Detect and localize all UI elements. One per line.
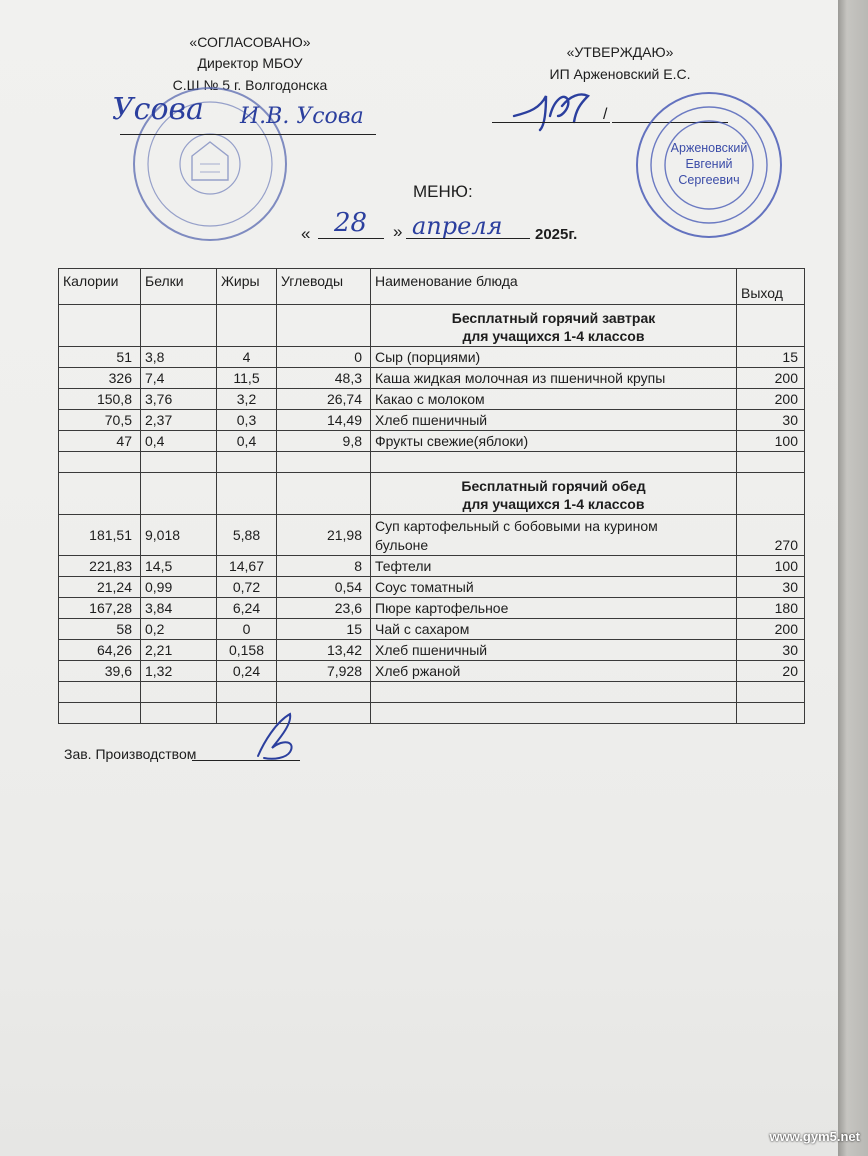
cell-carbs xyxy=(277,682,371,703)
production-manager-signature xyxy=(250,708,310,764)
approved-label: «СОГЛАСОВАНО» xyxy=(189,34,311,50)
school-name: С.Ш № 5 г. Волгодонска xyxy=(172,77,328,93)
table-header-row xyxy=(59,269,805,305)
section-row xyxy=(59,305,805,347)
lunch-title xyxy=(371,473,737,515)
director-title: Директор МБОУ xyxy=(197,55,303,71)
cell-fat: 0,3 xyxy=(217,410,277,431)
director-signature-name: И.В. Усова xyxy=(240,104,364,129)
table-row xyxy=(59,598,805,619)
column-header: Жиры xyxy=(217,269,277,305)
cell-output: 30 xyxy=(737,410,805,431)
cell-protein: 3,76 xyxy=(141,389,217,410)
cell-fat: 0,158 xyxy=(217,640,277,661)
cell-protein: 14,5 xyxy=(141,556,217,577)
lunch-title-line1: Бесплатный горячий обед xyxy=(461,478,646,494)
cell-fat: 0 xyxy=(217,619,277,640)
cell-protein: 1,32 xyxy=(141,661,217,682)
entrepreneur-signature-line xyxy=(492,122,610,123)
column-header: Наименование блюда xyxy=(371,269,737,305)
approve-label: «УТВЕРЖДАЮ» xyxy=(566,44,674,60)
cell-carbs: 8 xyxy=(277,556,371,577)
director-signature-line xyxy=(120,134,376,135)
table-row xyxy=(59,515,805,556)
table-row xyxy=(59,577,805,598)
cell-protein xyxy=(141,682,217,703)
cell-fat: 14,67 xyxy=(217,556,277,577)
cell-fat: 11,5 xyxy=(217,368,277,389)
cell-kcal: 21,24 xyxy=(59,577,141,598)
cell-kcal: 39,6 xyxy=(59,661,141,682)
desk-background xyxy=(838,0,868,1156)
date-month: апреля xyxy=(412,212,503,240)
cell-output: 100 xyxy=(737,431,805,452)
cell-carbs: 21,98 xyxy=(277,515,371,556)
cell-output xyxy=(737,682,805,703)
cell-protein: 2,21 xyxy=(141,640,217,661)
cell-carbs: 0 xyxy=(277,347,371,368)
breakfast-title xyxy=(371,305,737,347)
cell-fat: 0,4 xyxy=(217,431,277,452)
cell-carbs: 15 xyxy=(277,619,371,640)
cell-fat: 5,88 xyxy=(217,515,277,556)
table-row xyxy=(59,410,805,431)
stamp-owner-text: Арженовский Евгений Сергеевич xyxy=(670,141,748,187)
cell-fat: 4 xyxy=(217,347,277,368)
cell-protein: 7,4 xyxy=(141,368,217,389)
cell-kcal: 47 xyxy=(59,431,141,452)
breakfast-title-line2: для учащихся 1-4 классов xyxy=(462,328,645,344)
cell-protein: 0,4 xyxy=(141,431,217,452)
cell-dish xyxy=(371,515,737,556)
cell-dish: Какао с молоком xyxy=(371,389,737,410)
cell-kcal: 221,83 xyxy=(59,556,141,577)
table-row xyxy=(59,368,805,389)
dish-name-line2: бульоне xyxy=(375,537,429,553)
cell-kcal: 58 xyxy=(59,619,141,640)
cell-dish xyxy=(371,682,737,703)
cell-output: 200 xyxy=(737,389,805,410)
cell-protein: 0,99 xyxy=(141,577,217,598)
table-row xyxy=(59,661,805,682)
breakfast-title-line1: Бесплатный горячий завтрак xyxy=(451,310,656,326)
date-month-line xyxy=(406,238,530,239)
cell-kcal: 70,5 xyxy=(59,410,141,431)
cell-protein: 2,37 xyxy=(141,410,217,431)
cell-carbs: 48,3 xyxy=(277,368,371,389)
cell-dish: Соус томатный xyxy=(371,577,737,598)
table-row xyxy=(59,389,805,410)
cell-carbs: 13,42 xyxy=(277,640,371,661)
lunch-title-line2: для учащихся 1-4 классов xyxy=(462,496,645,512)
cell-kcal xyxy=(59,682,141,703)
cell-carbs: 23,6 xyxy=(277,598,371,619)
table-row xyxy=(59,682,805,703)
cell-output: 270 xyxy=(737,515,805,556)
column-header: Углеводы xyxy=(277,269,371,305)
date-day: 28 xyxy=(334,208,368,238)
cell-dish: Хлеб пшеничный xyxy=(371,410,737,431)
cell-dish: Тефтели xyxy=(371,556,737,577)
cell-dish: Пюре картофельное xyxy=(371,598,737,619)
table-row xyxy=(59,347,805,368)
production-manager-label: Зав. Производством xyxy=(64,746,197,762)
signature-separator: / xyxy=(603,106,608,123)
cell-dish: Каша жидкая молочная из пшеничной крупы xyxy=(371,368,737,389)
cell-kcal: 326 xyxy=(59,368,141,389)
watermark: www.gym5.net xyxy=(769,1129,860,1144)
date-open-quote: « xyxy=(301,224,311,243)
column-header: Калории xyxy=(59,269,141,305)
cell-carbs: 7,928 xyxy=(277,661,371,682)
cell-kcal: 167,28 xyxy=(59,598,141,619)
cell-carbs: 26,74 xyxy=(277,389,371,410)
cell-carbs: 14,49 xyxy=(277,410,371,431)
cell-output: 30 xyxy=(737,577,805,598)
cell-output: 200 xyxy=(737,619,805,640)
cell-dish: Хлеб ржаной xyxy=(371,661,737,682)
cell-fat: 6,24 xyxy=(217,598,277,619)
cell-kcal: 51 xyxy=(59,347,141,368)
cell-output: 30 xyxy=(737,640,805,661)
cell-output: 200 xyxy=(737,368,805,389)
cell-kcal: 64,26 xyxy=(59,640,141,661)
column-header: Белки xyxy=(141,269,217,305)
column-header: Выход xyxy=(737,269,805,305)
date-close-quote: » xyxy=(393,222,403,241)
cell-output: 180 xyxy=(737,598,805,619)
cell-fat: 0,24 xyxy=(217,661,277,682)
cell-dish: Хлеб пшеничный xyxy=(371,640,737,661)
cell-protein: 3,84 xyxy=(141,598,217,619)
empty-row xyxy=(59,703,805,724)
cell-dish: Сыр (порциями) xyxy=(371,347,737,368)
cell-protein: 0,2 xyxy=(141,619,217,640)
date-year: 2025г. xyxy=(535,226,578,243)
cell-protein: 9,018 xyxy=(141,515,217,556)
date-day-line xyxy=(318,238,384,239)
director-signature: Усова xyxy=(112,92,204,127)
cell-protein: 3,8 xyxy=(141,347,217,368)
cell-fat: 3,2 xyxy=(217,389,277,410)
page-title: МЕНЮ: xyxy=(413,182,473,201)
section-row xyxy=(59,473,805,515)
cell-dish: Фрукты свежие(яблоки) xyxy=(371,431,737,452)
menu-table xyxy=(58,268,805,724)
cell-output: 15 xyxy=(737,347,805,368)
table-row xyxy=(59,556,805,577)
table-row xyxy=(59,431,805,452)
cell-carbs: 9,8 xyxy=(277,431,371,452)
entrepreneur-name: ИП Арженовский Е.С. xyxy=(549,66,691,82)
cell-kcal: 181,51 xyxy=(59,515,141,556)
cell-dish: Чай с сахаром xyxy=(371,619,737,640)
cell-fat: 0,72 xyxy=(217,577,277,598)
cell-output: 100 xyxy=(737,556,805,577)
empty-row xyxy=(59,452,805,473)
cell-fat xyxy=(217,682,277,703)
cell-kcal: 150,8 xyxy=(59,389,141,410)
dish-name-line1: Суп картофельный с бобовыми на курином xyxy=(375,518,658,534)
table-row xyxy=(59,640,805,661)
cell-output: 20 xyxy=(737,661,805,682)
cell-carbs: 0,54 xyxy=(277,577,371,598)
table-row xyxy=(59,619,805,640)
